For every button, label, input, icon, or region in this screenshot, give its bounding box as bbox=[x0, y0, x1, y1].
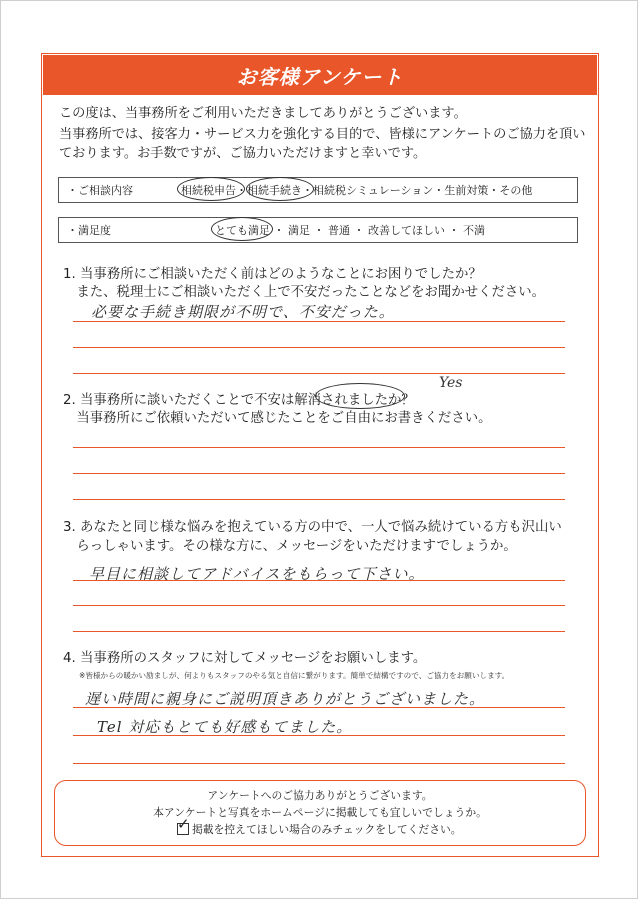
answer-line bbox=[73, 580, 565, 581]
answer-line bbox=[73, 321, 565, 322]
question-3-line-2: らっしゃいます。その様な方に、メッセージをいただけますでしょうか。 bbox=[63, 539, 517, 554]
title-banner bbox=[43, 55, 597, 95]
consult-row bbox=[58, 177, 578, 203]
question-4-note: ※皆様からの暖かい励ましが、何よりもスタッフのやる気と自信に繋がります。簡単で結構ですので、ご協力をお願いします。 bbox=[79, 671, 510, 680]
question-2-line-1: 2. 当事務所に談いただくことで不安は解消されましたか？ bbox=[63, 393, 415, 408]
answer-line bbox=[73, 763, 565, 764]
intro-line-1: この度は、当事務所をご利用いただきましてありがとうございます。 bbox=[59, 106, 467, 121]
question-1-line-1: 1. 当事務所にご相談いただく前はどのようなことにお困りでしたか？ bbox=[63, 267, 482, 282]
intro-line-3: ております。お手数ですが、ご協力いただけますと幸いです。 bbox=[59, 146, 427, 161]
consult-options[interactable]: 相続税申告・相続手続き・相続税シミュレーション・生前対策・その他 bbox=[181, 184, 533, 197]
question-2-line-2: 当事務所にご依頼いただいて感じたことをご自由にお書きください。 bbox=[63, 411, 492, 426]
satisfaction-circle bbox=[211, 217, 273, 241]
answer-4-line-1: 遅い時間に親身にご説明頂きありがとうございました。 bbox=[85, 690, 486, 708]
answer-4-line-2: Tel 対応もとても好感もてました。 bbox=[97, 718, 353, 736]
question-2-circle bbox=[315, 383, 405, 409]
footer-line-3: 掲載を控えてほしい場合のみチェックをしてください。 bbox=[192, 823, 462, 836]
page-title: お客様アンケート bbox=[236, 64, 404, 89]
answer-3-text: 早目に相談してアドバイスをもらって下さい。 bbox=[89, 565, 425, 583]
satisfaction-row bbox=[58, 217, 578, 243]
intro-line-2: 当事務所では、接客力・サービス力を強化する目的で、皆様にアンケートのご協力を頂い bbox=[59, 127, 586, 142]
answer-1-text: 必要な手続き期限が不明で、不安だった。 bbox=[91, 303, 395, 321]
answer-line bbox=[73, 447, 565, 448]
consult-label: ・ご相談内容 bbox=[67, 184, 133, 197]
answer-line bbox=[73, 373, 565, 374]
answer-line bbox=[73, 605, 565, 606]
question-3-line-1: 3. あなたと同じ様な悩みを抱えている方の中で、一人で悩み続けている方も沢山い bbox=[63, 520, 562, 535]
answer-line bbox=[73, 499, 565, 500]
satisfaction-options[interactable]: とても満足 ・ 満足 ・ 普通 ・ 改善してほしい ・ 不満 bbox=[215, 224, 485, 237]
answer-line bbox=[73, 631, 565, 632]
consult-circle-2 bbox=[246, 177, 314, 201]
satisfaction-label: ・満足度 bbox=[67, 224, 111, 237]
answer-line bbox=[73, 735, 565, 736]
question-4-line-1: 4. 当事務所のスタッフに対してメッセージをお願いします。 bbox=[63, 651, 427, 666]
footer-line-1: アンケートへのご協力ありがとうございます。 bbox=[207, 789, 433, 802]
question-1-line-2: また、税理士にご相談いただく上で不安だったことなどをお聞かせください。 bbox=[63, 285, 546, 300]
answer-2-yes: Yes bbox=[439, 375, 463, 391]
consult-circle-1 bbox=[177, 177, 245, 201]
answer-line bbox=[73, 707, 565, 708]
answer-line bbox=[73, 347, 565, 348]
footer-line-2: 本アンケートと写真をホームページに掲載しても宜しいでしょうか。 bbox=[153, 806, 487, 819]
answer-line bbox=[73, 473, 565, 474]
check-mark-icon: ✓ bbox=[177, 815, 190, 833]
